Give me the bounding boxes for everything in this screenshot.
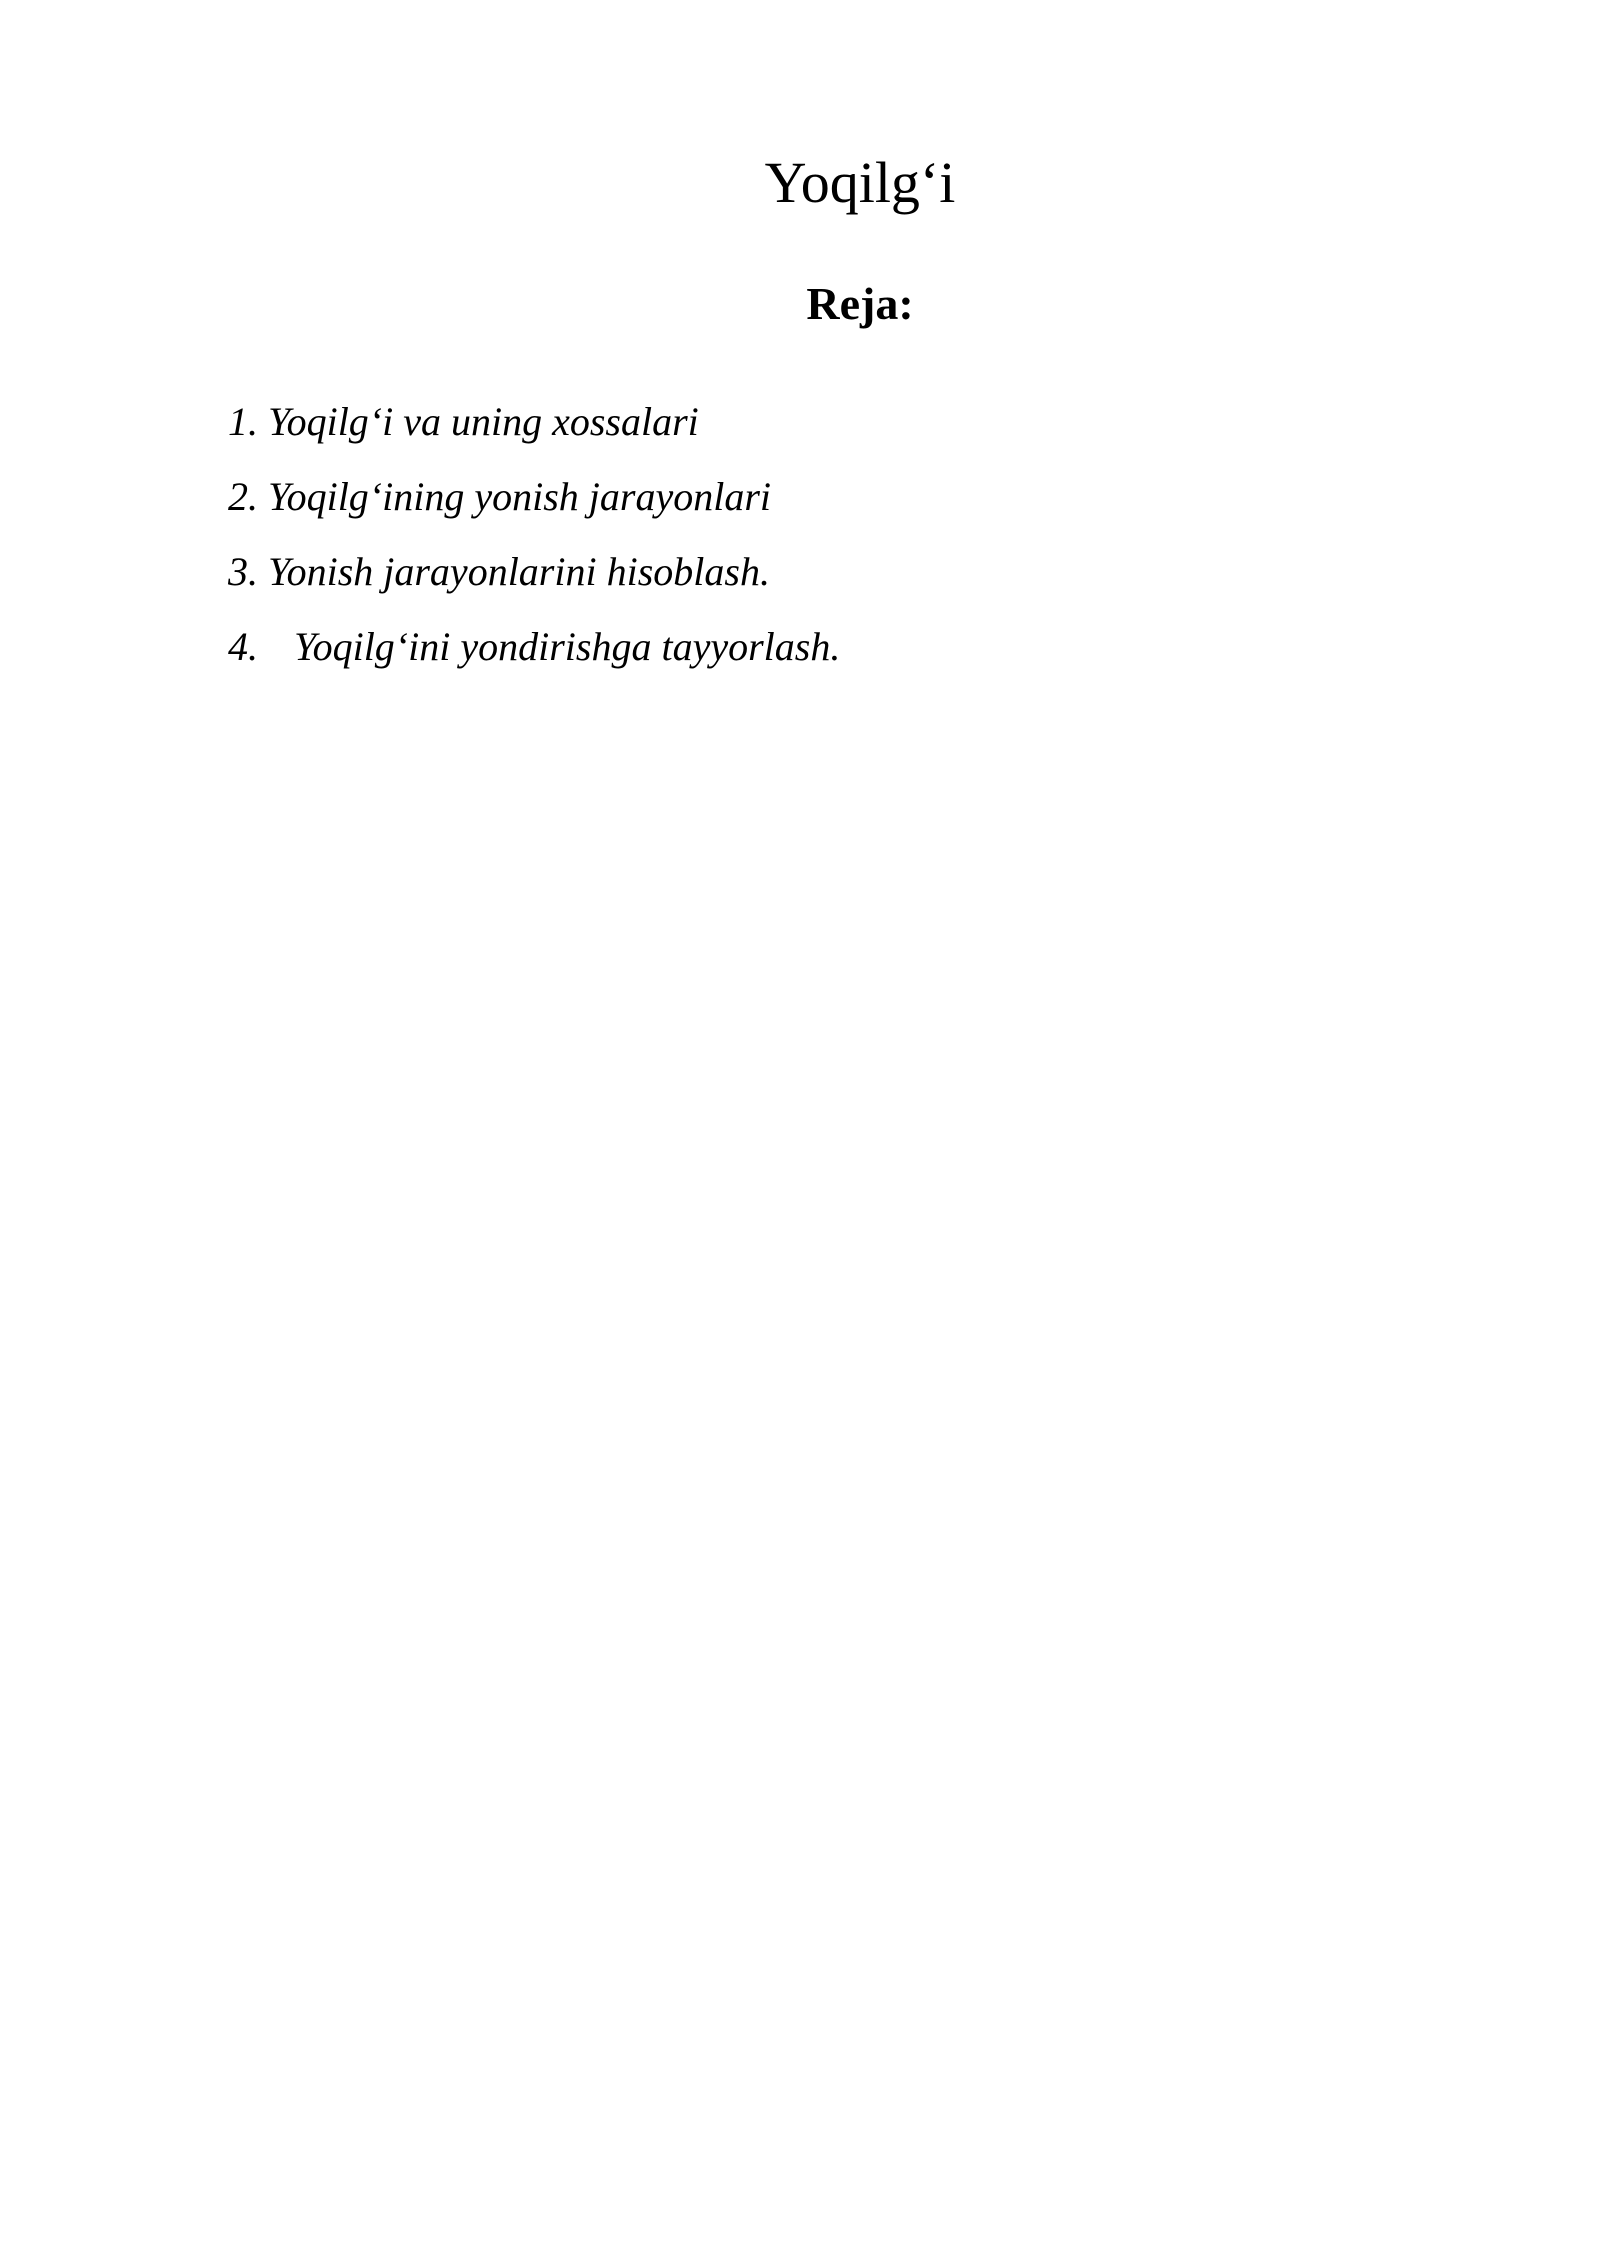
plan-item-text: Yonish jarayonlarini hisoblash.: [268, 549, 770, 594]
plan-item-4: [228, 609, 840, 684]
plan-item-text: Yoqilg‘ining yonish jarayonlari: [268, 474, 772, 519]
plan-item-number: 1.: [228, 399, 258, 444]
document-title: Yoqilg‘i: [764, 150, 956, 215]
plan-item-text: Yoqilg‘i va uning xossalari: [268, 399, 699, 444]
plan-item-2: [228, 459, 840, 534]
plan-item-3: [228, 534, 840, 609]
plan-list: [228, 384, 840, 684]
plan-item-text: Yoqilg‘ini yondirishga tayyorlash.: [294, 624, 841, 669]
plan-heading: Reja:: [806, 278, 914, 329]
plan-item-number: 3.: [228, 549, 258, 594]
plan-item-1: [228, 384, 840, 459]
plan-item-number: 2.: [228, 474, 258, 519]
plan-item-number: 4.: [228, 624, 258, 669]
